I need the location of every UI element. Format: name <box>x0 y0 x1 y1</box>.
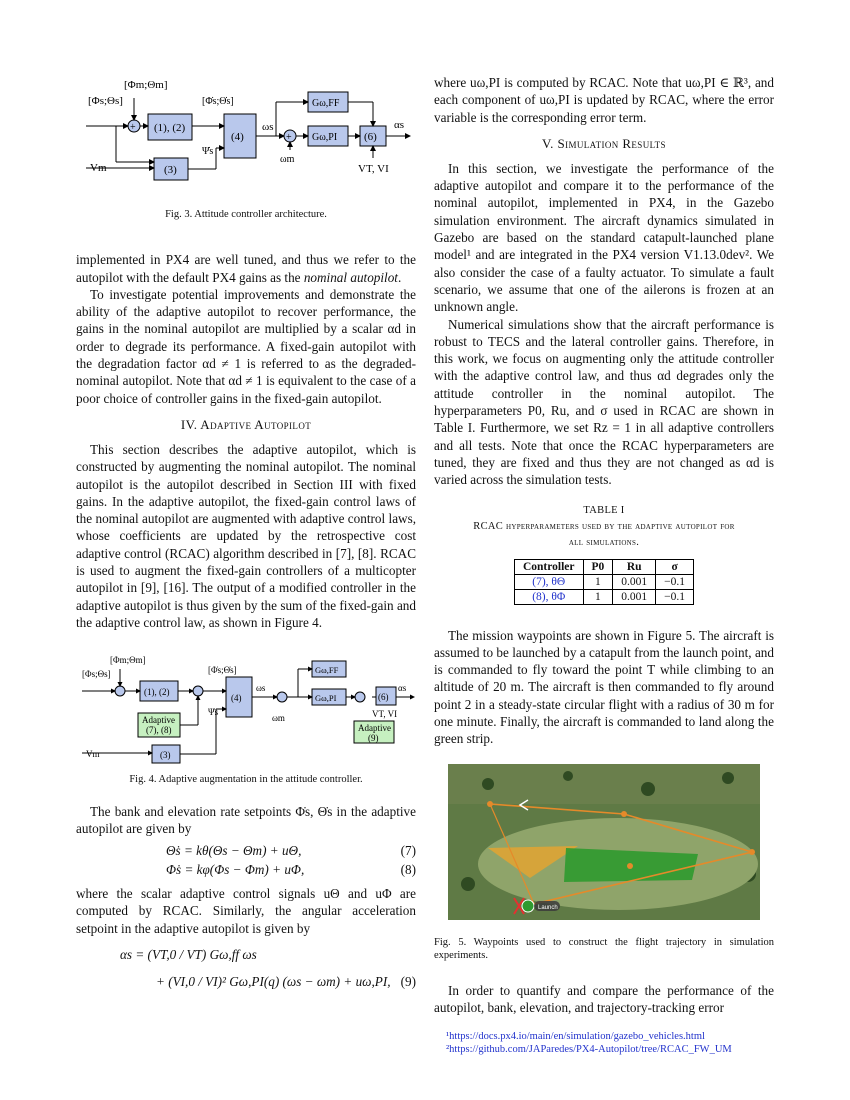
table-row: (8), θΦ 1 0.001 −0.1 <box>514 589 693 604</box>
svg-text:[Φ̇s;Θ̇s]: [Φ̇s;Θ̇s] <box>202 96 234 107</box>
svg-text:Gω,PI: Gω,PI <box>315 693 337 704</box>
svg-text:Launch: Launch <box>538 904 558 911</box>
svg-text:(1), (2): (1), (2) <box>144 687 170 698</box>
svg-text:ωm: ωm <box>272 713 285 724</box>
svg-text:[Φm;Θm]: [Φm;Θm] <box>110 655 146 666</box>
table-title: TABLE I <box>583 504 625 516</box>
table-caption-line1: RCAC hyperparameters used by the adaptive autopilot for <box>473 520 735 532</box>
right-paragraph-4: The mission waypoints are shown in Figure 5. The aircraft is assumed to be launched by a catapult from the launch point, and is commanded to fly toward the point T while climbing to an altitude of 20 m. The aircraft is then commanded to fly around point 2 in a steady-state circular flight with a radius of 30 m for one minute. Finally, the aircraft is commanded to land along the green strip. <box>434 627 774 747</box>
equation-8: Φ̇s = kφ(Φs − Φm) + uΦ, (8) <box>166 862 416 878</box>
svg-text:[Φ̇s;Θ̇s]: [Φ̇s;Θ̇s] <box>208 665 237 676</box>
table-caption-line2: all simulations. <box>568 536 640 548</box>
table-header: P0 <box>583 559 613 574</box>
svg-text:(1), (2): (1), (2) <box>154 122 186 134</box>
table-header: Ru <box>613 559 656 574</box>
left-column <box>76 70 416 991</box>
svg-text:Vm: Vm <box>86 749 100 760</box>
table-header: Controller <box>514 559 583 574</box>
svg-text:+: + <box>286 132 292 143</box>
right-paragraph-3: Numerical simulations show that the aircraft performance is robust to TECS and the lateral controller gains. Therefore, in this work, we focus on augmenting only the attitude controller with the adaptive control law, and thus αd degrades only the attitude controller in the nominal autopilot. The hyperparameters P0, Ru, and σ used in RCAC are shown in Table I. Furthermore, we set Rz = 1 in all adaptive controllers and all tests. Note that once the RCAC hyperparameters are tuned, they are fixed and thus they are not changed as αd is varied across the simulation tests. <box>434 316 774 488</box>
svg-text:(6): (6) <box>378 692 389 703</box>
svg-text:(9): (9) <box>368 733 379 744</box>
svg-text:(3): (3) <box>160 750 171 761</box>
svg-text:(3): (3) <box>164 164 177 176</box>
left-paragraph-3: This section describes the adaptive autopilot, which is constructed by augmenting the nominal autopilot. The nominal autopilot is the autopilot described in Section III with fixed gains. In the adaptive autopilot, the fixed-gain control laws of the nominal autopilot are augmented with adaptive control laws, whose coefficients are updated by the retrospective cost adaptive control (RCAC) algorithm described in [7], [8]. RCAC is used to augment the fixed-gain controllers of a multicopter autopilot in [9], [16]. The output of a modified controller in the adaptive autopilot is thus given by the sum of the fixed-gain and the adaptive control law, as shown in Figure 4. <box>76 441 416 630</box>
svg-text:Ψ̇s: Ψ̇s <box>202 146 214 157</box>
right-column <box>434 74 774 1056</box>
left-paragraph-1: implemented in PX4 are well tuned, and thus we refer to the autopilot with the default PX4 gains as the nominal autopilot. <box>76 252 416 285</box>
svg-text:[Φs;Θs]: [Φs;Θs] <box>82 669 111 680</box>
svg-text:VT, VI: VT, VI <box>372 709 398 720</box>
svg-text:ωs: ωs <box>256 683 266 694</box>
fig3-caption: Fig. 3. Attitude controller architecture. <box>165 209 327 220</box>
svg-text:Gω,FF: Gω,FF <box>315 665 339 676</box>
svg-text:Adaptive: Adaptive <box>142 715 175 726</box>
fig5-map <box>448 764 760 920</box>
fig4-caption: Fig. 4. Adaptive augmentation in the attitude controller. <box>129 774 363 786</box>
left-paragraph-5: where the scalar adaptive control signals uΘ and uΦ are computed by RCAC. Similarly, the angular acceleration setpoint in the adaptive autopilot is given by <box>76 886 416 936</box>
right-paragraph-5: In order to quantify and compare the performance of the autopilot, bank, elevation, and trajectory-tracking error <box>434 982 774 1015</box>
svg-text:VT, VI: VT, VI <box>358 163 389 175</box>
svg-text:(7), (8): (7), (8) <box>146 725 172 736</box>
svg-text:(4): (4) <box>231 131 244 143</box>
svg-text:Gω,FF: Gω,FF <box>312 98 340 109</box>
svg-text:ωm: ωm <box>280 154 295 165</box>
svg-text:Adaptive: Adaptive <box>358 723 391 734</box>
fig5-caption: Fig. 5. Waypoints used to construct the flight trajectory in simulation experiments. <box>434 936 774 961</box>
svg-text:ωs: ωs <box>262 121 274 133</box>
left-paragraph-4: The bank and elevation rate setpoints Φ̇s, Θ̇s in the adaptive autopilot are given by <box>76 803 416 836</box>
equation-9b: + (VI,0 / VI)² Gω,PI(q) (ωs − ωm) + uω,PI, (9) <box>156 974 416 990</box>
rcac-table <box>514 559 694 605</box>
right-paragraph-2: In this section, we investigate the performance of the adaptive autopilot and compare it to the performance of the nominal autopilot, implemented in PX4, in the Gazebo simulation environment. The aircraft dynamics simulated in Gazebo are based on the standard catapult-launched plane model¹ and are integrated in the PX4 version V1.13.0dev². We also consider the case of a faulty actuator. To simulate a fault scenario, we assume that one of the ailerons is frozen at an unknown angle. <box>434 160 774 315</box>
equation-7: Θ̇s = kθ(Θs − Θm) + uΘ, (7) <box>166 843 416 859</box>
fig3-in-att: [Φs;Θs] <box>88 95 123 107</box>
table-row: (7), θΘ 1 0.001 −0.1 <box>514 574 693 589</box>
svg-text:Gω,PI: Gω,PI <box>312 132 338 143</box>
svg-text:(4): (4) <box>231 693 242 704</box>
section-heading-5: V. Simulation Results <box>542 135 666 151</box>
left-paragraph-2: To investigate potential improvements and demonstrate the ability of the adaptive autopilot to recover performance, the gains in the nominal autopilot are multiplied by a scalar αd in order to degrade its performance. A fixed-gain autopilot with the degradation factor αd ≠ 1 is referred to as the degraded-nominal autopilot. Note that αd ≠ 1 is equivalent to the case of a poor choice of controller gains in the fixed-gain autopilot. <box>76 286 416 406</box>
equation-9a: αs = (VT,0 / VT) Gω,ff ωs <box>120 947 257 963</box>
svg-text:(6): (6) <box>364 131 377 143</box>
svg-text:αs: αs <box>398 683 407 694</box>
svg-text:+: + <box>130 122 136 133</box>
svg-text:αs: αs <box>394 119 405 131</box>
fig4-diagram <box>76 651 416 769</box>
table-header: σ <box>656 559 694 574</box>
svg-text:Ψ̇s: Ψ̇s <box>208 707 219 718</box>
footnote-2[interactable]: ²https://github.com/JAParedes/PX4-Autopilot/tree/RCAC_FW_UM <box>446 1044 732 1056</box>
footnote-1[interactable]: ¹https://docs.px4.io/main/en/simulation/gazebo_vehicles.html <box>446 1031 705 1043</box>
fig3-in-meas: [Φm;Θm] <box>124 79 168 91</box>
fig3-diagram <box>76 70 416 198</box>
right-paragraph-1: where uω,PI is computed by RCAC. Note that uω,PI ∈ ℝ³, and each component of uω,PI is updated by RCAC, where the error variable is the corresponding error term. <box>434 75 774 125</box>
svg-text:Vm: Vm <box>90 162 107 174</box>
section-heading-4: IV. Adaptive Autopilot <box>180 416 312 432</box>
